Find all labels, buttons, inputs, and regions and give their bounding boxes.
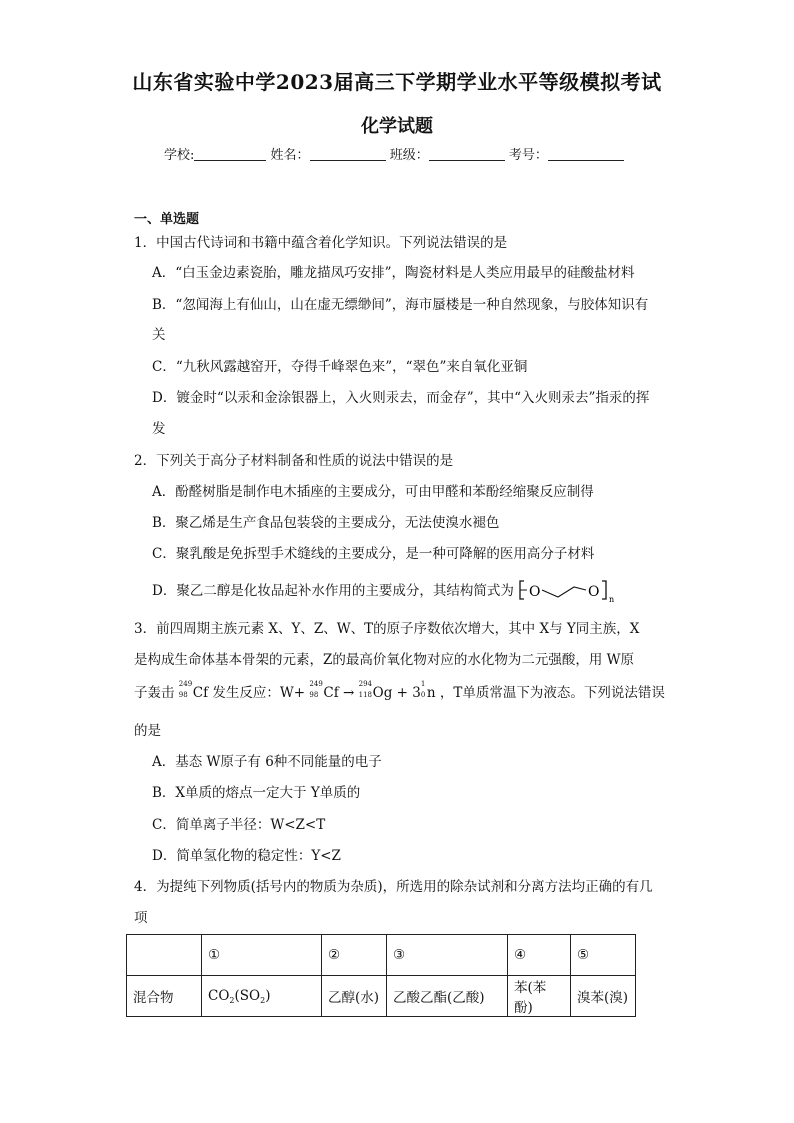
q2-option-d-text: D．聚乙二醇是化妆品起补水作用的主要成分，其结构简式为 xyxy=(152,583,514,599)
q1-stem: 1．中国古代诗词和书籍中蕴含着化学知识。下列说法错误的是 xyxy=(134,235,508,251)
table-header-cell: ④ xyxy=(508,935,571,976)
table-row xyxy=(127,976,636,1017)
q3-option-b: B．X单质的熔点一定大于 Y单质的 xyxy=(152,785,361,801)
table-cell: 乙酸乙酯(乙酸) xyxy=(387,976,508,1017)
q3-line3: 子轰击 249 98 Cf 发生反应：W+ 249 98 Cf → 294 118 Og + 3 1 0 n ，T单质常温下为液态。下列说法错误 xyxy=(134,680,665,701)
section-heading: 一、单选题 xyxy=(134,212,200,227)
table-cell-co2: $CO_2(SO_2)$ xyxy=(202,976,322,1017)
student-info-line xyxy=(164,144,624,163)
table-header-cell: ⑤ xyxy=(571,935,636,976)
school-label: 学校: xyxy=(164,148,195,163)
peg-structure-formula xyxy=(518,577,618,603)
q3-line3-part-c: ，T单质常温下为液态。下列说法错误 xyxy=(439,685,665,701)
q4-line1: 4．为提纯下列物质(括号内的物质为杂质)，所选用的除杂试剂和分离方法均正确的有几 xyxy=(134,879,653,895)
exam-subtitle: 化学试题 xyxy=(361,116,433,137)
q3-line2: 是构成生命体基本骨架的元素，Z的最高价氧化物对应的水化物为二元强酸，用 W原 xyxy=(134,652,635,668)
class-label: 班级： xyxy=(389,148,429,163)
q1-option-c: C．“九秋风露越窑开，夺得千峰翠色来”，“翠色”来自氧化亚铜 xyxy=(152,359,528,375)
q2-option-a: A．酚醛树脂是制作电木插座的主要成分，可由甲醛和苯酚经缩聚反应制得 xyxy=(152,484,594,500)
table-header-cell: ③ xyxy=(387,935,508,976)
svg-text:O: O xyxy=(588,584,600,600)
table-cell: 苯(苯酚) xyxy=(508,976,571,1017)
q4-line2: 项 xyxy=(134,910,148,926)
q2-option-b: B．聚乙烯是生产食品包装袋的主要成分，无法使溴水褪色 xyxy=(152,515,500,531)
q1-option-b: B．“忽闻海上有仙山，山在虚无缥缈间”，海市蜃楼是一种自然现象，与胶体知识有 xyxy=(152,297,649,313)
cf-nuclide: 249 98 xyxy=(178,680,193,699)
school-field[interactable] xyxy=(194,146,266,161)
number-field[interactable] xyxy=(548,146,624,161)
q1-option-d-cont: 发 xyxy=(152,421,166,437)
number-label: 考号： xyxy=(508,148,548,163)
q1-option-a: A．“白玉金边素瓷胎，雕龙描凤巧安排”，陶瓷材料是人类应用最早的硅酸盐材料 xyxy=(152,265,635,281)
neutron: 1 0 xyxy=(420,680,426,699)
q3-option-c: C．简单离子半径：W<Z<T xyxy=(152,817,326,833)
table-cell: 乙醇(水) xyxy=(322,976,387,1017)
q2-option-c: C．聚乳酸是免拆型手术缝线的主要成分，是一种可降解的医用高分子材料 xyxy=(152,546,595,562)
q3-line4: 的是 xyxy=(134,723,161,739)
table-header-cell: ② xyxy=(322,935,387,976)
purification-table xyxy=(126,934,636,1017)
svg-text:O: O xyxy=(529,584,541,600)
q3-line3-part-a: 子轰击 xyxy=(134,685,175,701)
table-cell: 溴苯(溴) xyxy=(571,976,636,1017)
name-field[interactable] xyxy=(310,146,386,161)
exam-title: 山东省实验中学2023届高三下学期学业水平等级模拟考试 xyxy=(132,70,662,94)
table-header-cell xyxy=(127,935,202,976)
name-label: 姓名： xyxy=(270,148,310,163)
table-header-cell: ① xyxy=(202,935,322,976)
q3-option-a: A．基态 W原子有 6种不同能量的电子 xyxy=(152,754,382,770)
table-row-label: 混合物 xyxy=(127,976,202,1017)
og-nuclide: 294 118 xyxy=(358,680,373,699)
q2-option-d xyxy=(152,576,618,606)
cf-nuclide-2: 249 98 xyxy=(309,680,323,699)
q3-line1: 3．前四周期主族元素 X、Y、Z、W、T的原子序数依次增大，其中 X与 Y同主族，X xyxy=(134,621,640,637)
table-header-row xyxy=(127,935,636,976)
q3-option-d: D．简单氢化物的稳定性：Y<Z xyxy=(152,848,341,864)
q1-option-d: D．镀金时“以汞和金涂银器上，入火则汞去，而金存”，其中“入火则汞去”指汞的挥 xyxy=(152,390,650,406)
class-field[interactable] xyxy=(429,146,505,161)
q1-option-b-cont: 关 xyxy=(152,327,166,343)
svg-text:n: n xyxy=(609,595,615,603)
q3-line3-part-b: 发生反应：W+ xyxy=(212,685,306,701)
q2-stem: 2．下列关于高分子材料制备和性质的说法中错误的是 xyxy=(134,453,454,469)
